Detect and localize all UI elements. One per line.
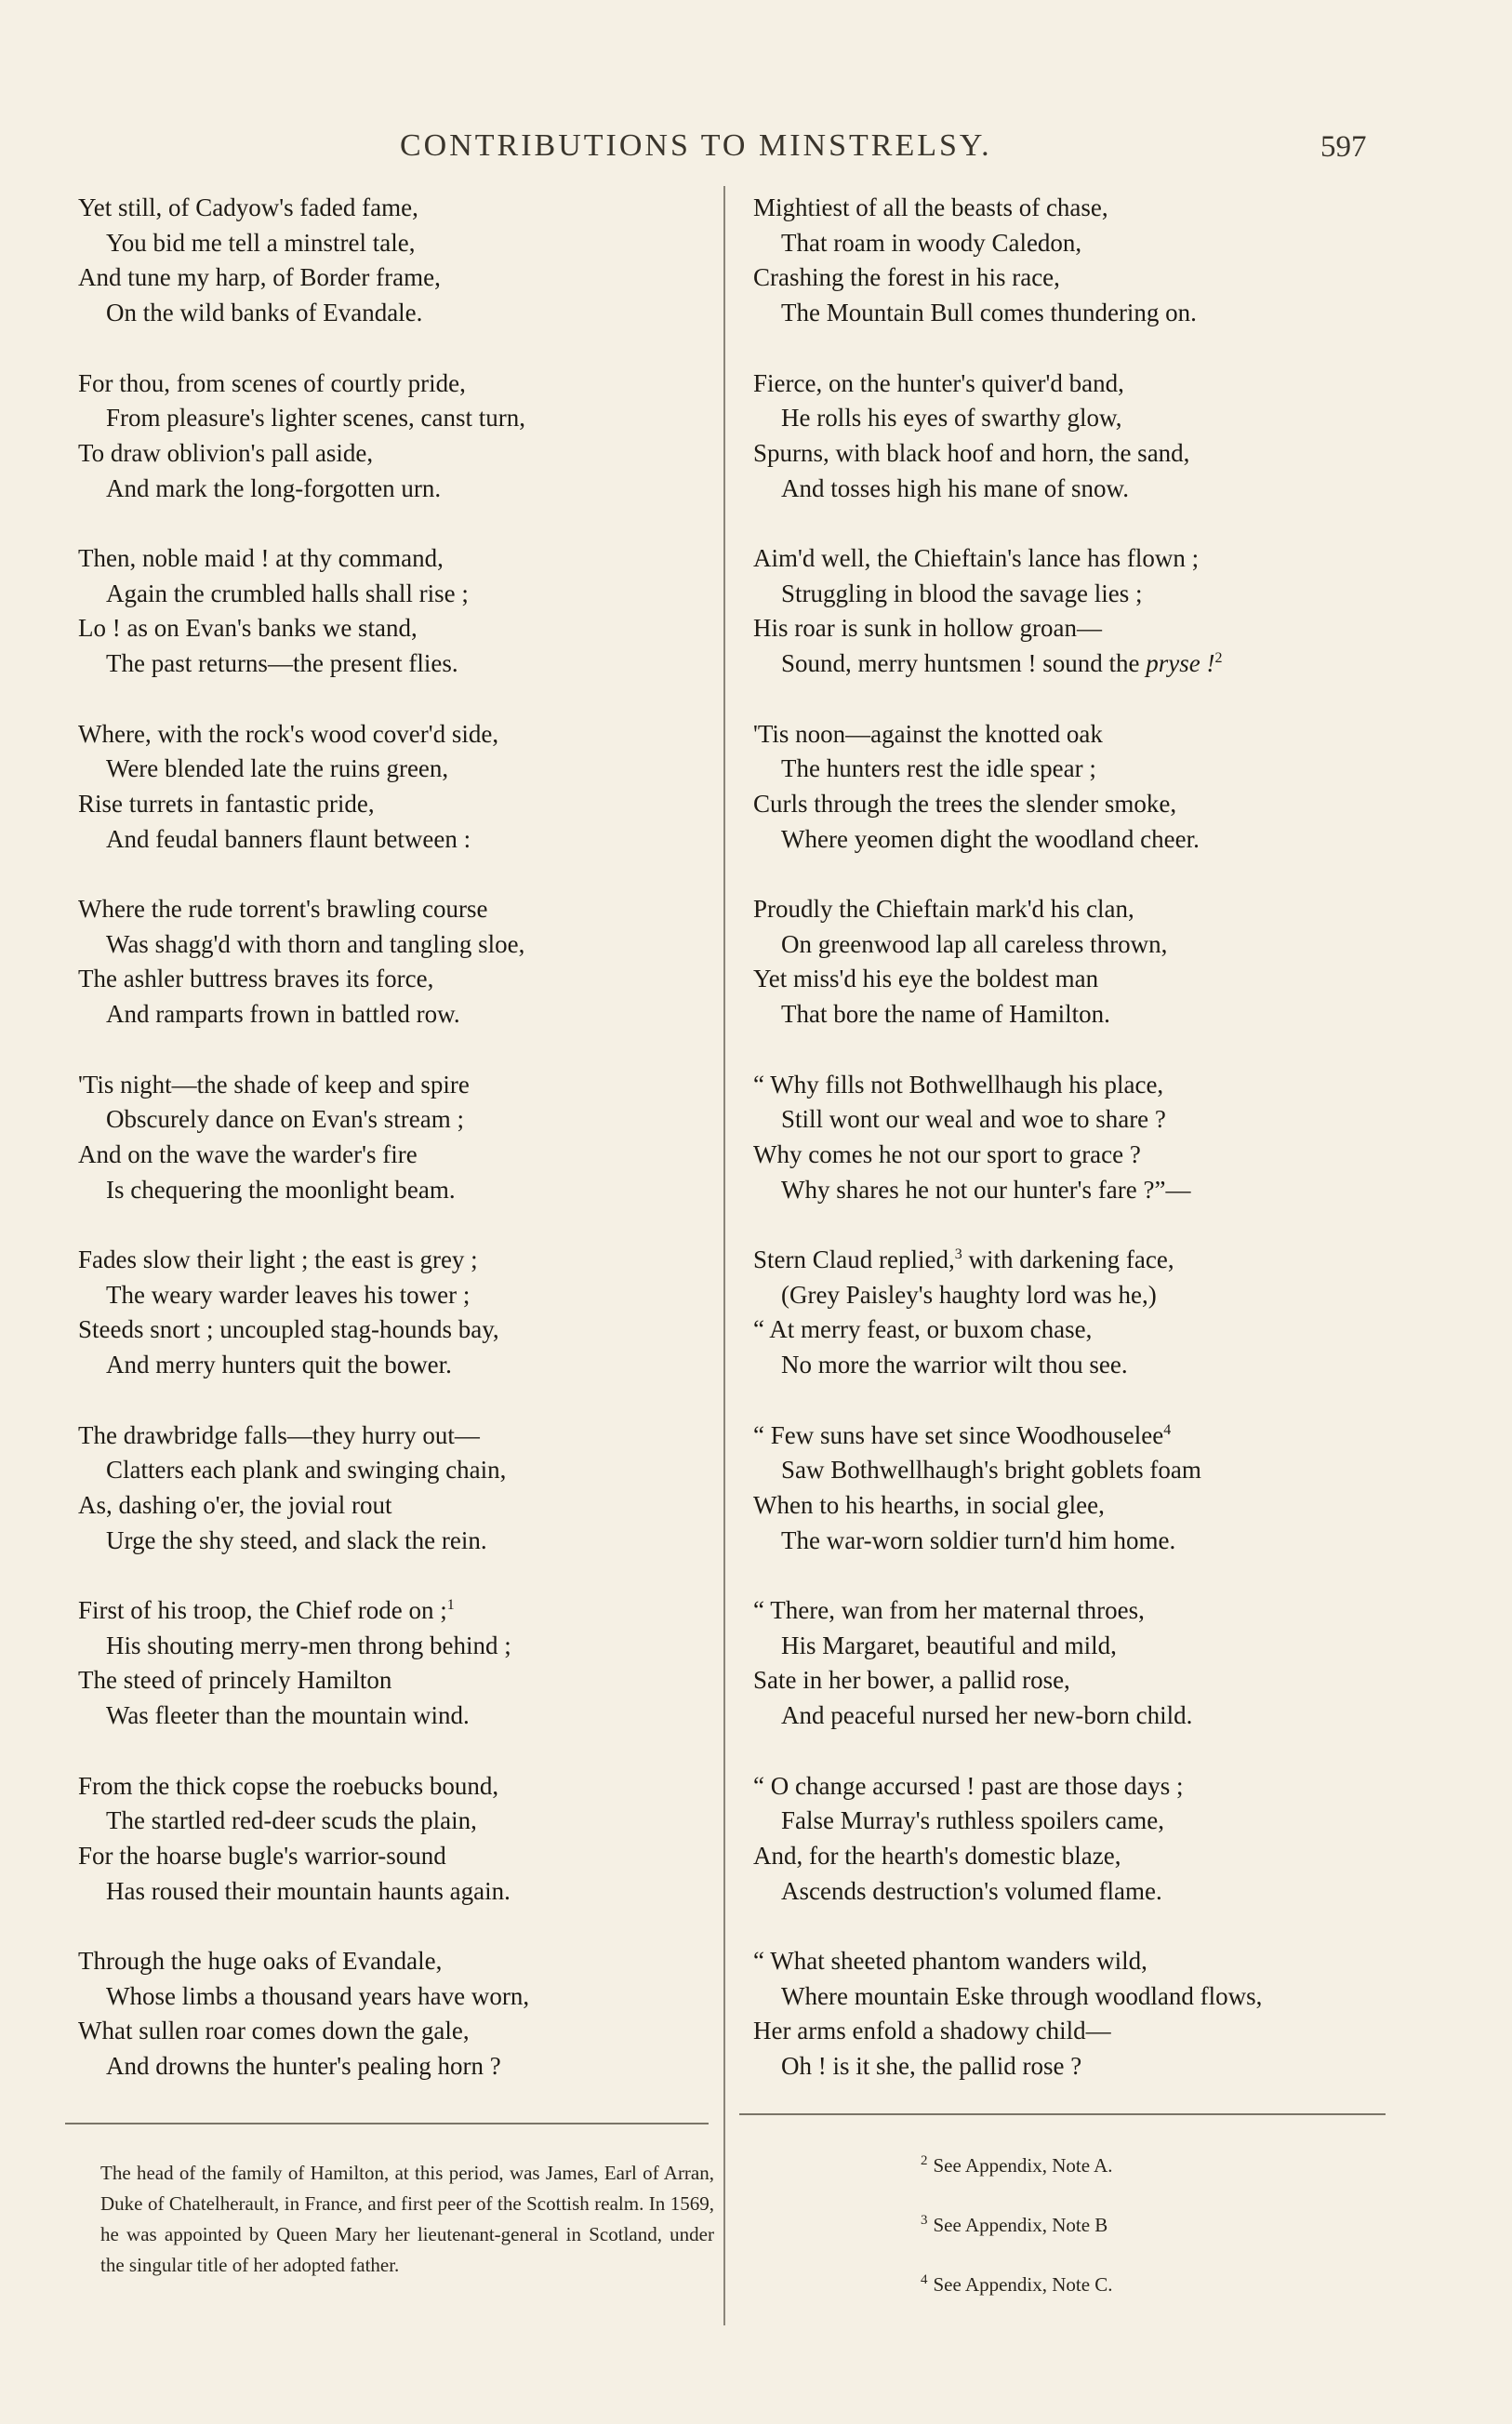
running-title: CONTRIBUTIONS TO MINSTRELSY.: [400, 128, 992, 163]
verse-line: No more the warrior wilt thou see.: [781, 1351, 1128, 1379]
verse-line: Spurns, with black hoof and horn, the sand,: [753, 438, 1190, 467]
verse-line: “ O change accursed ! past are those days ;: [753, 1771, 1184, 1800]
verse-line: Were blended late the ruins green,: [106, 754, 449, 783]
verse-line: And tosses high his mane of snow.: [781, 473, 1129, 502]
verse-line: Is chequering the moonlight beam.: [106, 1175, 456, 1204]
verse-line: “ What sheeted phantom wanders wild,: [753, 1947, 1147, 1975]
column-divider: [723, 186, 725, 2325]
right-column: [753, 191, 1395, 2120]
verse-line: Was shagg'd with thorn and tangling sloe,: [106, 929, 525, 958]
verse-line: Why comes he not our sport to grace ?: [753, 1139, 1141, 1168]
verse-line: “ There, wan from her maternal throes,: [753, 1596, 1145, 1624]
verse-line: Yet miss'd his eye the boldest man: [753, 965, 1099, 993]
verse-line: And mark the long-forgotten urn.: [106, 473, 442, 502]
verse-line: Steeds snort ; uncoupled stag-hounds bay,: [78, 1315, 499, 1344]
verse-line: As, dashing o'er, the jovial rout: [78, 1490, 392, 1519]
verse-line: Fades slow their light ; the east is grey ;: [78, 1245, 478, 1273]
verse-line: Where yeomen dight the woodland cheer.: [781, 824, 1200, 853]
footnote-number: 2: [921, 2153, 928, 2168]
verse-line: Aim'd well, the Chieftain's lance has flown ;: [753, 544, 1200, 572]
footnote-ref-4[interactable]: 4: [1163, 1421, 1172, 1438]
verse-line: His roar is sunk in hollow groan—: [753, 614, 1102, 643]
verse-line: He rolls his eyes of swarthy glow,: [781, 404, 1122, 433]
verse-line: And tune my harp, of Border frame,: [78, 263, 441, 292]
verse-line: Why shares he not our hunter's fare ?”—: [781, 1175, 1191, 1204]
verse-text: Stern Claud replied,: [753, 1245, 955, 1273]
verse-line: [753, 1243, 1395, 1278]
footnote-ref-3[interactable]: 3: [954, 1246, 962, 1262]
stanza: [753, 1593, 1395, 1734]
verse-line: That roam in woody Caledon,: [781, 228, 1082, 257]
verse-text: Sound, merry huntsmen ! sound the: [781, 649, 1140, 678]
verse-line: False Murray's ruthless spoilers came,: [781, 1806, 1165, 1835]
footnote-4: [921, 2272, 1113, 2332]
verse-line: His shouting merry-men throng behind ;: [106, 1631, 511, 1659]
verse-line: Oh ! is it she, the pallid rose ?: [781, 2052, 1082, 2081]
stanza: [753, 1243, 1395, 1383]
verse-line: Fierce, on the hunter's quiver'd band,: [753, 368, 1124, 397]
verse-text: First of his troop, the Chief rode on ;: [78, 1596, 447, 1624]
verse-line: On the wild banks of Evandale.: [106, 299, 423, 327]
stanza: [753, 191, 1395, 331]
verse-line: Saw Bothwellhaugh's bright goblets foam: [781, 1456, 1201, 1485]
verse-line: For the hoarse bugle's warrior-sound: [78, 1841, 446, 1870]
verse-line: For thou, from scenes of courtly pride,: [78, 368, 466, 397]
footnote-3: [921, 2213, 1113, 2272]
verse-line: Proudly the Chieftain mark'd his clan,: [753, 895, 1134, 923]
stanza: [78, 1769, 710, 1910]
verse-line: Clatters each plank and swinging chain,: [106, 1456, 507, 1485]
stanza: [753, 1769, 1395, 1910]
verse-line: Through the huge oaks of Evandale,: [78, 1947, 443, 1975]
verse-line: The hunters rest the idle spear ;: [781, 754, 1096, 783]
verse-line: The ashler buttress braves its force,: [78, 965, 434, 993]
verse-line: Lo ! as on Evan's banks we stand,: [78, 614, 418, 643]
footnote-rule: [739, 2113, 1386, 2115]
verse-line: 'Tis night—the shade of keep and spire: [78, 1070, 470, 1099]
verse-line: The weary warder leaves his tower ;: [106, 1280, 471, 1309]
verse-line: To draw oblivion's pall aside,: [78, 438, 374, 467]
verse-line: That bore the name of Hamilton.: [781, 1000, 1110, 1029]
stanza: [78, 191, 710, 331]
verse-line: Where, with the rock's wood cover'd side,: [78, 719, 499, 748]
stanza: [78, 892, 710, 1032]
stanza: [78, 1944, 710, 2084]
verse-line: The drawbridge falls—they hurry out—: [78, 1420, 480, 1449]
verse-line: And drowns the hunter's pealing horn ?: [106, 2052, 501, 2081]
verse-line: The startled red-deer scuds the plain,: [106, 1806, 477, 1835]
stanza: [753, 892, 1395, 1032]
verse-line: And ramparts frown in battled row.: [106, 1000, 460, 1029]
stanza: [753, 1944, 1395, 2084]
verse-line: Yet still, of Cadyow's faded fame,: [78, 193, 418, 221]
stanza: [753, 366, 1395, 507]
footnote-1: The head of the family of Hamilton, at this period, was James, Earl of Arran, Duke of Chatelherault, in France, and first peer of the Scottish realm. In 1569, he was appointed by Queen Mary her lieutenant-general in Scotland, under the singular title of her adopted father.: [100, 2162, 714, 2276]
verse-line: Her arms enfold a shadowy child—: [753, 2017, 1111, 2045]
footnote-rule: [65, 2123, 709, 2124]
verse-line: The war-worn soldier turn'd him home.: [781, 1525, 1176, 1554]
verse-text: “ Few suns have set since Woodhouselee: [753, 1420, 1164, 1449]
verse-line: The Mountain Bull comes thundering on.: [781, 299, 1197, 327]
verse-line: And merry hunters quit the bower.: [106, 1351, 452, 1379]
verse-line: “ At merry feast, or buxom chase,: [753, 1315, 1093, 1344]
verse-line: From pleasure's lighter scenes, canst turn,: [106, 404, 525, 433]
left-column: [78, 191, 710, 2120]
verse-line: Obscurely dance on Evan's stream ;: [106, 1105, 464, 1134]
stanza: [78, 366, 710, 507]
stanza: [753, 717, 1395, 858]
verse-line: Has roused their mountain haunts again.: [106, 1876, 511, 1905]
verse-line: Rise turrets in fantastic pride,: [78, 789, 375, 818]
stanza: [78, 1068, 710, 1208]
verse-line: And feudal banners flaunt between :: [106, 824, 471, 853]
verse-line: Still wont our weal and woe to share ?: [781, 1105, 1166, 1134]
stanza: [78, 1243, 710, 1383]
verse-line: When to his hearths, in social glee,: [753, 1490, 1105, 1519]
footnote-text: See Appendix, Note A.: [933, 2154, 1113, 2177]
stanza: [78, 717, 710, 858]
page-header: [0, 128, 1512, 175]
verse-line: The steed of princely Hamilton: [78, 1666, 392, 1695]
verse-line: Sate in her bower, a pallid rose,: [753, 1666, 1070, 1695]
footnote-2: [921, 2153, 1113, 2213]
verse-line: The past returns—the present flies.: [106, 649, 458, 678]
footnote-number: 4: [921, 2272, 928, 2287]
verse-line: You bid me tell a minstrel tale,: [106, 228, 416, 257]
footnote-text: See Appendix, Note B: [933, 2214, 1108, 2236]
footnote-text: See Appendix, Note C.: [933, 2273, 1113, 2296]
stanza: [753, 541, 1395, 682]
verse-line: Urge the shy steed, and slack the rein.: [106, 1525, 487, 1554]
verse-line: (Grey Paisley's haughty lord was he,): [781, 1280, 1157, 1309]
verse-line: And on the wave the warder's fire: [78, 1139, 418, 1168]
stanza: [78, 541, 710, 682]
stanza: [753, 1068, 1395, 1208]
verse-line: His Margaret, beautiful and mild,: [781, 1631, 1117, 1659]
verse-line: Ascends destruction's volumed flame.: [781, 1876, 1162, 1905]
verse-line: Struggling in blood the savage lies ;: [781, 579, 1143, 607]
verse-line: Whose limbs a thousand years have worn,: [106, 1981, 530, 2010]
verse-line: Where the rude torrent's brawling course: [78, 895, 488, 923]
verse-line: [753, 646, 1395, 682]
verse-line: On greenwood lap all careless thrown,: [781, 929, 1168, 958]
verse-line: What sullen roar comes down the gale,: [78, 2017, 470, 2045]
verse-line: Again the crumbled halls shall rise ;: [106, 579, 469, 607]
verse-line: And peaceful nursed her new-born child.: [781, 1701, 1193, 1730]
verse-line: And, for the hearth's domestic blaze,: [753, 1841, 1121, 1870]
page-number: 597: [1320, 130, 1367, 164]
verse-line: Where mountain Eske through woodland flows,: [781, 1981, 1263, 2010]
stanza: [753, 1418, 1395, 1559]
stanza: [78, 1593, 710, 1734]
verse-line: Crashing the forest in his race,: [753, 263, 1060, 292]
verse-line: From the thick copse the roebucks bound,: [78, 1771, 499, 1800]
stanza: [78, 1418, 710, 1559]
footnotes-right: [921, 2153, 1113, 2332]
footnote-ref-1[interactable]: 1: [446, 1597, 455, 1613]
verse-line: “ Why fills not Bothwellhaugh his place,: [753, 1070, 1164, 1099]
verse-line: [753, 1418, 1395, 1454]
verse-line: Was fleeter than the mountain wind.: [106, 1701, 470, 1730]
verse-text: with darkening face,: [962, 1245, 1174, 1273]
verse-line: [78, 1593, 710, 1629]
verse-line: 'Tis noon—against the knotted oak: [753, 719, 1103, 748]
verse-line: Then, noble maid ! at thy command,: [78, 544, 444, 572]
pryse-word: pryse !: [1146, 649, 1215, 678]
verse-line: Mightiest of all the beasts of chase,: [753, 193, 1108, 221]
verse-line: Curls through the trees the slender smoke,: [753, 789, 1177, 818]
footnote-ref-2[interactable]: 2: [1214, 650, 1223, 667]
footnote-number: 3: [921, 2213, 928, 2228]
